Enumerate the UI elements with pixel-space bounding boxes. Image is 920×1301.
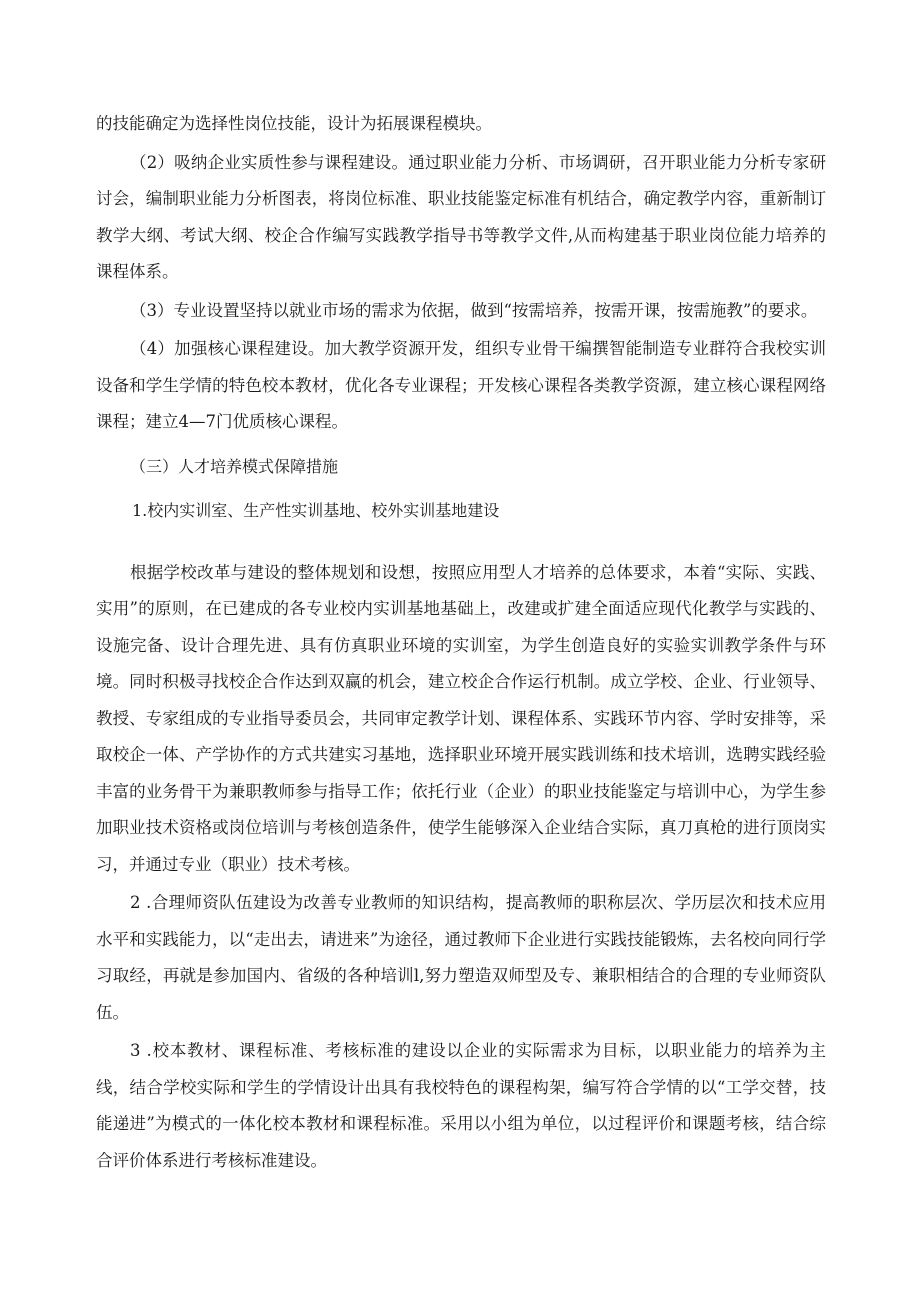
paragraph-continuation: 的技能确定为选择性岗位技能，设计为拓展课程模块。 [96,114,492,133]
paragraph-training-base: 根据学校改革与建设的整体规划和设想，按照应用型人才培养的总体要求，本着“实际、实践、实用”的原则，在已建成的各专业校内实训基地基础上，改建或扩建全面适应现代化教学与实践的、设施完备、设计合理先进、具有仿真职业环境的实训室，为学生创造良好的实验实训教学条件与环境。同时积极寻找校企合作达到双赢的机会，建立校企合作运行机制。成立学校、企业、行业领导、教授、专家组成的专业指导委员会，共同审定教学计划、课程体系、实践环节内容、学时安排等，采取校企一体、产学协作的方式共建实习基地，选择职业环境开展实践训练和技术培训，选聘实践经验丰富的业务骨干为兼职教师参与指导工作；依托行业（企业）的职业技能鉴定与培训中心，为学生参加职业技术资格或岗位培训与考核创造条件，使学生能够深入企业结合实际，真刀真枪的进行顶岗实习，并通过专业（职业）技术考核。 [96,562,826,874]
paragraph-item-4: （4）加强核心课程建设。加大教学资源开发，组织专业骨干编撰智能制造专业群符合我校实训设备和学生学情的特色校本教材，优化各专业课程；开发核心课程各类教学资源，建立核心课程网络课程；建立4—7门优质核心课程。 [96,339,826,431]
paragraph-teacher-team: 2 .合理师资队伍建设为改善专业教师的知识结构，提高教师的职称层次、学历层次和技术应用水平和实践能力，以“走出去，请进来”为途径，通过教师下企业进行实践技能锻炼，去名校向同行学习取经，再就是参加国内、省级的各种培训l,努力塑造双师型及专、兼职相结合的合理的专业师资队伍。 [96,893,826,1022]
paragraph-item-2: （2）吸纳企业实质性参与课程建设。通过职业能力分析、市场调研，召开职业能力分析专家研讨会，编制职业能力分析图表，将岗位标准、职业技能鉴定标准有机结合，确定教学内容，重新制订教学大纲、考试大纲、校企合作编写实践教学指导书等教学文件,从而构建基于职业岗位能力培养的课程体系。 [96,152,826,281]
paragraph-item-3: （3）专业设置坚持以就业市场的需求为依据，做到“按需培养，按需开课，按需施教”的要求。 [130,300,818,320]
paragraph-textbook-standards: 3 .校本教材、课程标准、考核标准的建设以企业的实际需求为目标，以职业能力的培养为主线，结合学校实际和学生的学情设计出具有我校特色的课程构架，编写符合学情的以“工学交替，技能递进”为模式的一体化校本教材和课程标准。采用以小组为单位，以过程评价和课题考核，结合综合评价体系进行考核标准建设。 [96,1041,826,1170]
document-page [96,106,826,1179]
subsection-heading: 1.校内实训室、生产性实训基地、校外实训基地建设 [132,500,500,520]
section-heading: （三）人才培养模式保障措施 [130,456,339,476]
